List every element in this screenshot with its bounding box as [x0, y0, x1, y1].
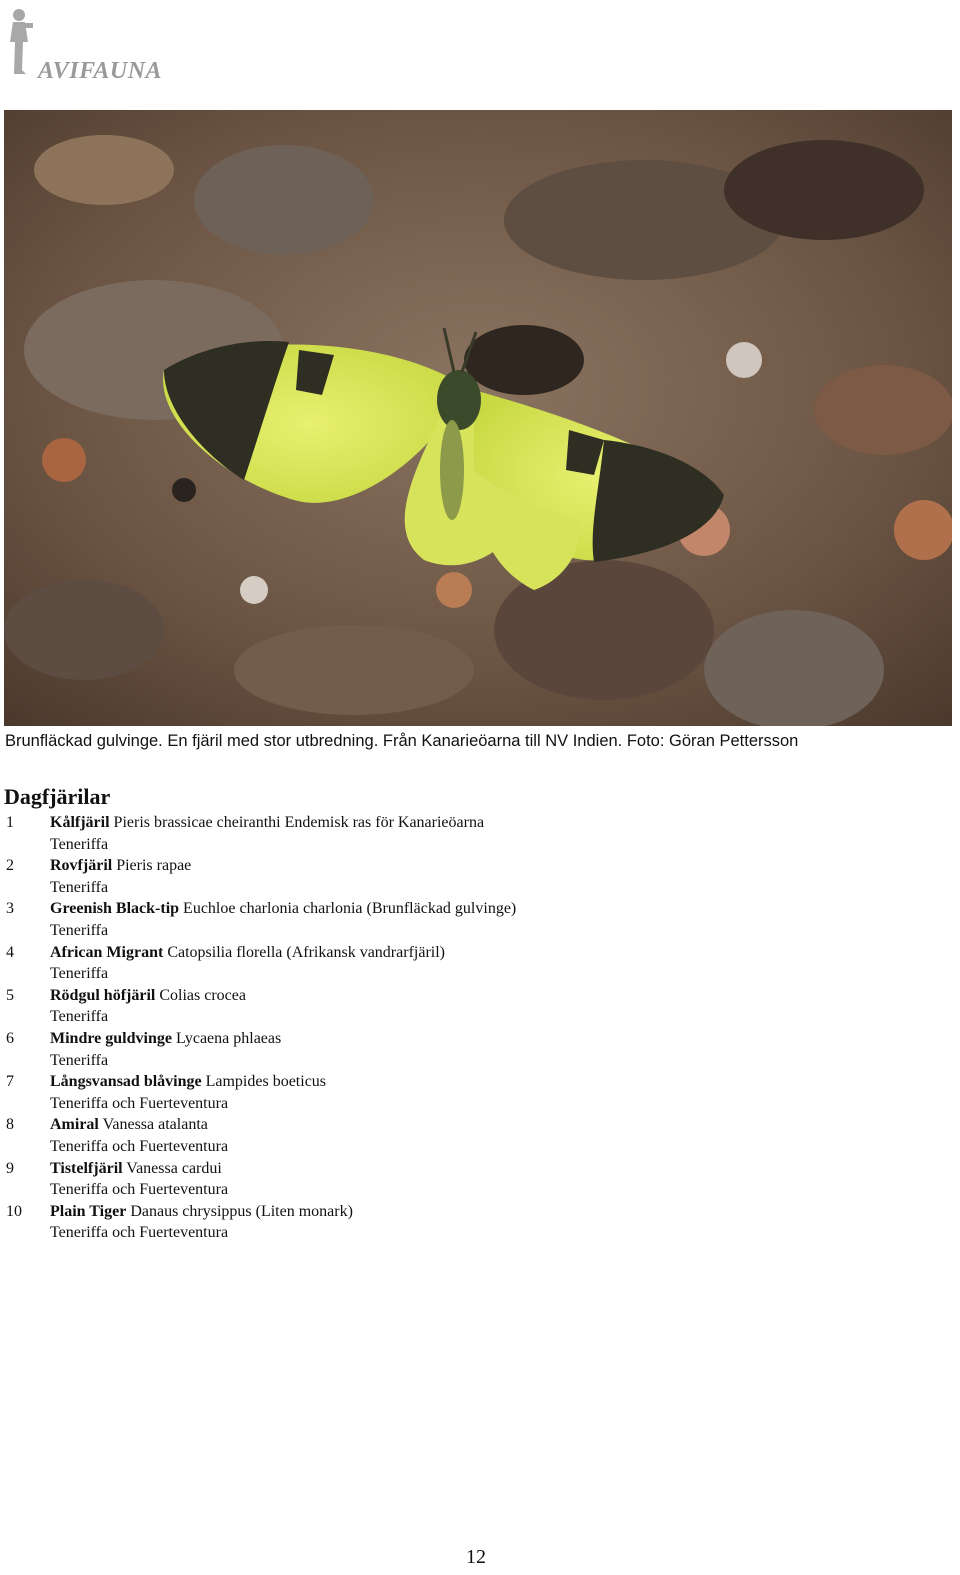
location: Teneriffa — [50, 921, 109, 939]
latin-name: Lampides boeticus — [205, 1073, 327, 1091]
species-entry — [0, 1114, 900, 1157]
latin-name: Catopsilia florella (Afrikansk vandrarfjäril) — [167, 943, 445, 961]
species-entry — [0, 1071, 900, 1114]
location: Teneriffa — [50, 835, 109, 853]
latin-name: Danaus chrysippus (Liten monark) — [130, 1202, 353, 1220]
entry-number: 4 — [6, 943, 14, 961]
latin-name: Lycaena phlaeas — [175, 1029, 282, 1047]
common-name: Mindre guldvinge — [50, 1029, 172, 1047]
photo-caption: Brunfläckad gulvinge. En fjäril med stor utbredning. Från Kanarieöarna till NV Indien. Foto: Göran Pettersson — [5, 732, 799, 750]
entry-number: 8 — [6, 1116, 14, 1134]
common-name: Långsvansad blåvinge — [50, 1073, 202, 1091]
latin-name: Colias crocea — [159, 986, 246, 1004]
section-title: Dagfjärilar — [4, 784, 111, 809]
entry-number: 5 — [6, 986, 14, 1004]
entry-number: 2 — [6, 857, 14, 875]
entry-number: 10 — [6, 1202, 22, 1220]
species-entry — [0, 812, 900, 855]
entry-number: 9 — [6, 1159, 14, 1177]
common-name: Kålfjäril — [50, 814, 110, 831]
common-name: Greenish Black-tip — [50, 900, 180, 918]
common-name: Rödgul höfjäril — [50, 986, 156, 1004]
location: Teneriffa — [50, 878, 109, 896]
common-name: Tistelfjäril — [50, 1159, 123, 1177]
common-name: Plain Tiger — [50, 1202, 127, 1220]
birdwatcher-icon — [6, 6, 38, 76]
location: Teneriffa och Fuerteventura — [50, 1224, 229, 1242]
logo-text: AVIFAUNA — [38, 58, 163, 84]
location: Teneriffa och Fuerteventura — [50, 1181, 229, 1199]
avifauna-logo — [6, 6, 176, 84]
entry-number: 1 — [6, 814, 14, 831]
location: Teneriffa och Fuerteventura — [50, 1137, 229, 1155]
location: Teneriffa — [50, 1008, 109, 1026]
species-list — [0, 812, 900, 1244]
species-entry — [0, 898, 900, 941]
entry-number: 7 — [6, 1073, 14, 1091]
entry-number: 3 — [6, 900, 14, 918]
latin-name: Vanessa cardui — [126, 1159, 222, 1177]
species-entry — [0, 985, 900, 1028]
location: Teneriffa och Fuerteventura — [50, 1094, 229, 1112]
common-name: Rovfjäril — [50, 857, 113, 875]
entry-number: 6 — [6, 1029, 14, 1047]
latin-name: Pieris rapae — [116, 857, 192, 875]
latin-name: Vanessa atalanta — [102, 1116, 208, 1134]
latin-name: Pieris brassicae cheiranthi Endemisk ras för Kanarieöarna — [113, 814, 485, 831]
location: Teneriffa — [50, 1051, 109, 1069]
species-entry — [0, 1201, 900, 1244]
species-entry — [0, 942, 900, 985]
latin-name: Euchloe charlonia charlonia (Brunfläckad gulvinge) — [183, 900, 517, 918]
page-number: 12 — [466, 1546, 486, 1568]
species-entry — [0, 855, 900, 898]
common-name: Amiral — [50, 1116, 99, 1134]
species-entry — [0, 1158, 900, 1201]
butterfly-photo — [4, 110, 952, 726]
common-name: African Migrant — [50, 943, 164, 961]
species-entry — [0, 1028, 900, 1071]
location: Teneriffa — [50, 965, 109, 983]
